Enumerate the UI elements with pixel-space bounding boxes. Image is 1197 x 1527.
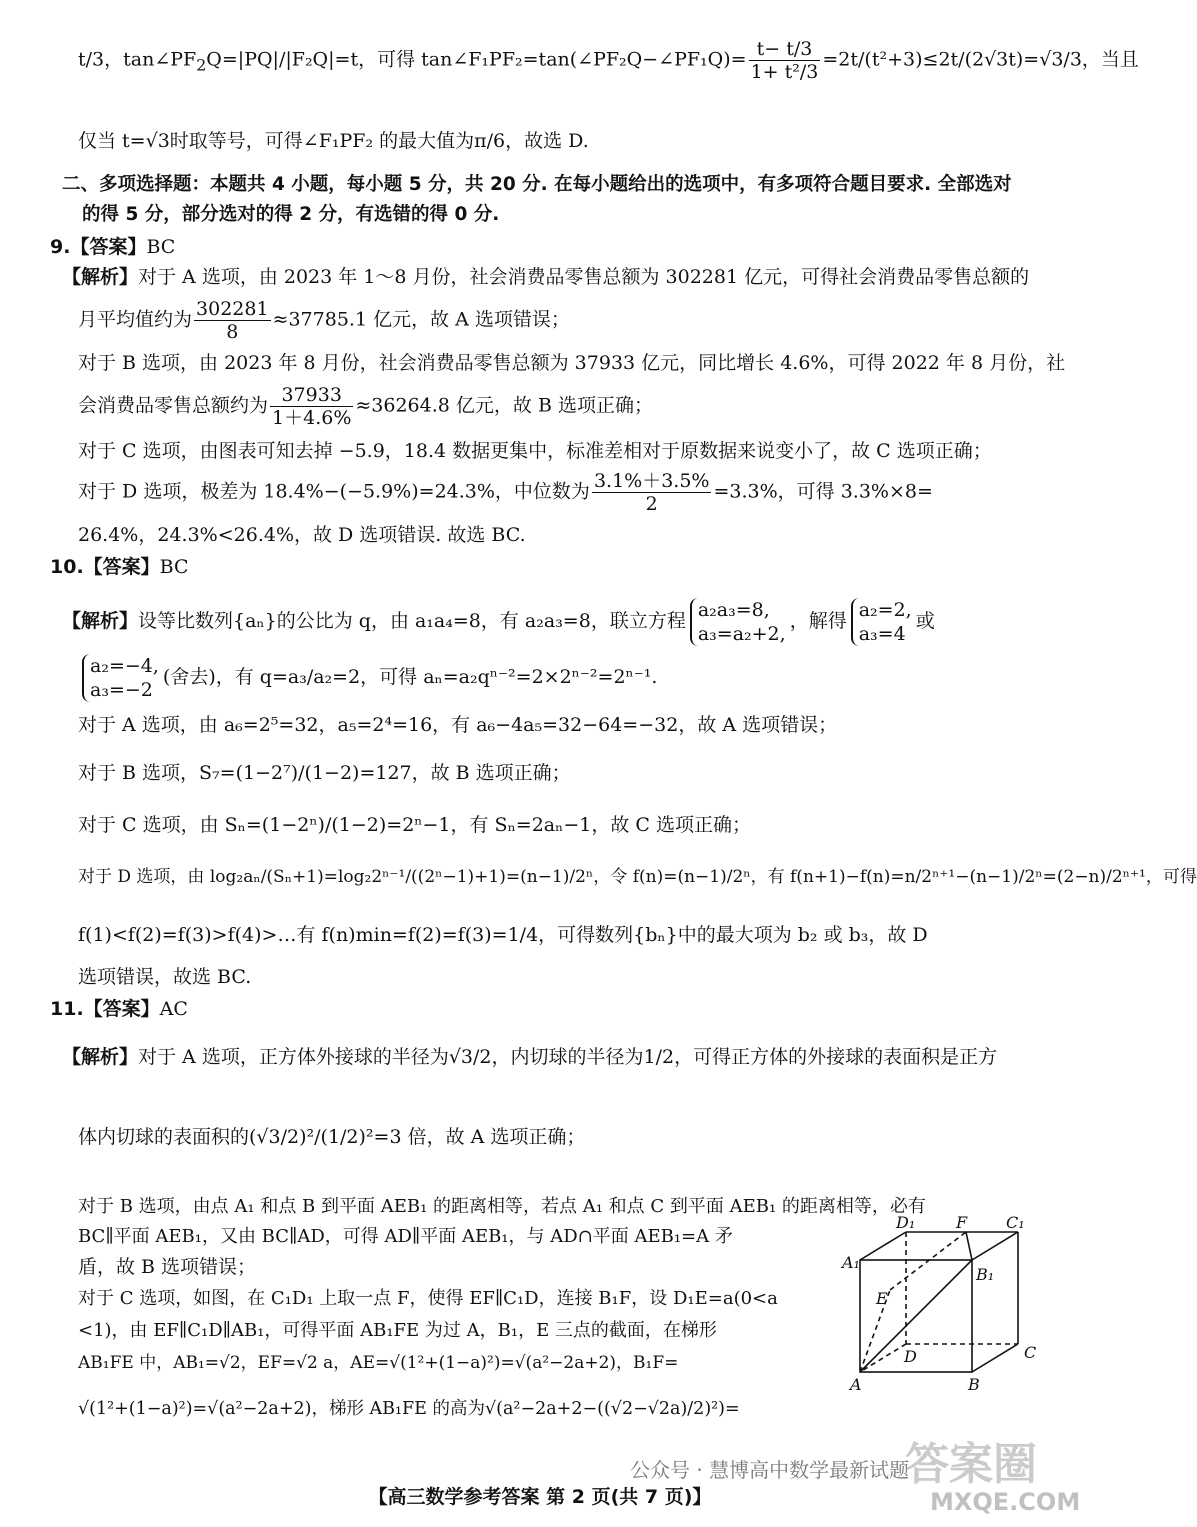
q9-line1: 【解析】对于 A 选项，由 2023 年 1～8 月份，社会消费品零售总额为 302281 亿元，可得社会消费品零售总额的 — [62, 266, 1030, 288]
q9-line7: 26.4%，24.3%<26.4%，故 D 选项错误. 故选 BC. — [78, 524, 526, 546]
q11-line9: √(1²+(1−a)²)=√(a²−2a+2)，梯形 AB₁FE 的高为√(a²−2a+2−((√2−√2a)/2)²)= — [78, 1399, 740, 1419]
q10-answer: 10.【答案】BC — [50, 556, 189, 578]
label-A: A — [850, 1375, 862, 1394]
label-B1: B₁ — [976, 1265, 995, 1284]
q10-line8: 选项错误，故选 BC. — [78, 966, 252, 988]
corner-logo-watermark: 答案圈 — [905, 1439, 1037, 1490]
q11-answer: 11.【答案】AC — [50, 998, 188, 1020]
fraction-median: $\frac{3.1\%+3.5\%}{2}$ — [593, 470, 710, 515]
q11-line8: AB₁FE 中，AB₁=√2，EF=√2 a，AE=√(1²+(1−a)²)=√(a²−2a+2)，B₁F= — [78, 1353, 679, 1373]
q11-line2: 体内切球的表面积的(√3/2)²/(1/2)²=3 倍，故 A 选项正确； — [78, 1126, 586, 1148]
q10-line5: 对于 C 选项，由 Sₙ=(1−2ⁿ)/(1−2)=2ⁿ−1，有 Sₙ=2aₙ−1，故 C 选项正确； — [78, 814, 751, 836]
q10-line7: f(1)<f(2)=f(3)>f(4)>…有 f(n)min=f(2)=f(3)=1/4，可得数列{bₙ}中的最大项为 b₂ 或 b₃，故 D — [78, 924, 928, 946]
cube-section-figure — [838, 1213, 1038, 1394]
equation-system-2: a₂=2, a₃=4 — [851, 598, 912, 646]
q10-line6: 对于 D 选项，由 log₂aₙ/(Sₙ+1)=log₂2ⁿ⁻¹/((2ⁿ−1)+1)=(n−1)/2ⁿ，令 f(n)=(n−1)/2ⁿ，有 f(n+1)−f(n)=n/2ⁿ⁺¹−(n−1)/2ⁿ=(2−n)/2ⁿ⁺¹，可得 — [78, 867, 1197, 887]
label-D1: D₁ — [896, 1213, 916, 1232]
fraction-tan-expression: $\frac{t- t/3}{\text{1+ t²/3}}$ — [750, 38, 819, 83]
q9-answer: 9.【答案】BC — [50, 236, 176, 258]
q9-line5: 对于 C 选项，由图表可知去掉 −5.9，18.4 数据更集中，标准差相对于原数据来说变小了，故 C 选项正确； — [78, 440, 992, 462]
equation-system-3: a₂=−4, a₃=−2 — [82, 654, 159, 702]
section-heading-line1: 二、多项选择题：本题共 4 小题，每小题 5 分，共 20 分. 在每小题给出的选项中，有多项符合题目要求. 全部选对 — [62, 174, 1012, 195]
label-C: C — [1024, 1343, 1037, 1362]
q10-line1: 【解析】设等比数列{aₙ}的公比为 q，由 a₁a₄=8，有 a₂a₃=8，联立方程 a₂a₃=8, a₃=a₂+2, ，解得 a₂=2, a₃=4 或 — [62, 599, 935, 645]
label-D: D — [904, 1347, 917, 1366]
label-C1: C₁ — [1006, 1213, 1025, 1232]
label-B: B — [968, 1375, 980, 1394]
q11-line4: BC∥平面 AEB₁，又由 BC∥AD，可得 AD∥平面 AEB₁，与 AD∩平面 AEB₁=A 矛 — [78, 1226, 733, 1247]
section-heading-line2: 的得 5 分，部分选对的得 2 分，有选错的得 0 分. — [82, 204, 500, 225]
q10-line3: 对于 A 选项，由 a₆=2⁵=32，a₅=2⁴=16，有 a₆−4a₅=32−64=−32，故 A 选项错误； — [78, 714, 838, 736]
label-E: E — [876, 1289, 888, 1308]
q10-line4: 对于 B 选项，S₇=(1−2⁷)/(1−2)=127，故 B 选项正确； — [78, 762, 571, 784]
page-footer: 【高三数学参考答案 第 2 页(共 7 页)】 — [368, 1486, 712, 1508]
q11-line6: 对于 C 选项，如图，在 C₁D₁ 上取一点 F，使得 EF∥C₁D，连接 B₁F，设 D₁E=a(0<a — [78, 1288, 778, 1309]
q11-line7: <1)，由 EF∥C₁D∥AB₁，可得平面 AB₁FE 为过 A，B₁，E 三点的截面，在梯形 — [78, 1320, 717, 1341]
equation-system-1: a₂a₃=8, a₃=a₂+2, — [690, 598, 786, 646]
label-F: F — [956, 1213, 968, 1232]
q10-line2: a₂=−4, a₃=−2 (舍去)，有 q=a₃/a₂=2，可得 aₙ=a₂qⁿ⁻²=2×2ⁿ⁻²=2ⁿ⁻¹. — [78, 654, 1040, 702]
q11-line5: 盾，故 B 选项错误； — [78, 1256, 257, 1278]
fraction-monthly-average: $\frac{302281}{8}$ — [196, 298, 269, 343]
q11-line3: 对于 B 选项，由点 A₁ 和点 B 到平面 AEB₁ 的距离相等，若点 A₁ 和点 C 到平面 AEB₁ 的距离相等，必有 — [78, 1196, 926, 1217]
q9-line3: 对于 B 选项，由 2023 年 8 月份，社会消费品零售总额为 37933 亿元，同比增长 4.6%，可得 2022 年 8 月份，社 — [78, 352, 1066, 374]
label-A1: A₁ — [842, 1253, 860, 1272]
q9-line6: 对于 D 选项，极差为 18.4%−(−5.9%)=24.3%，中位数为 $\frac{3.1\%+3.5\%}{2}$ =3.3%，可得 3.3%×8= — [78, 470, 933, 515]
wechat-watermark: 公众号 · 慧博高中数学最新试题 — [630, 1458, 910, 1482]
q9-line2: 月平均值约为 $\frac{302281}{8}$ ≈37785.1 亿元，故 A 选项错误； — [78, 298, 570, 343]
q8-conclusion-line: 仅当 t=√3时取等号，可得∠F₁PF₂ 的最大值为π/6，故选 D. — [78, 130, 589, 152]
q11-line1: 【解析】对于 A 选项，正方体外接球的半径为√3/2，内切球的半径为1/2，可得正方体的外接球的表面积是正方 — [62, 1046, 998, 1068]
fraction-2022-total: $\frac{37933}{1+4.6\%}$ — [272, 384, 352, 429]
q9-line4: 会消费品零售总额约为 $\frac{37933}{1+4.6\%}$ ≈36264.8 亿元，故 B 选项正确； — [78, 384, 653, 429]
site-watermark: MXQE.COM — [930, 1488, 1081, 1516]
q8-continuation-line: t/3，$\tan\angle PF_2Q=|PQ|/|F_2Q|=t$，可得 tan∠F₁PF₂=tan(∠PF₂Q−∠PF₁Q)= $\frac{t- t/3}{\text{1+ t²/3}}$ =2t/(t²+3)≤2t/(2√3t)=√3/3，当且 — [78, 38, 1139, 83]
